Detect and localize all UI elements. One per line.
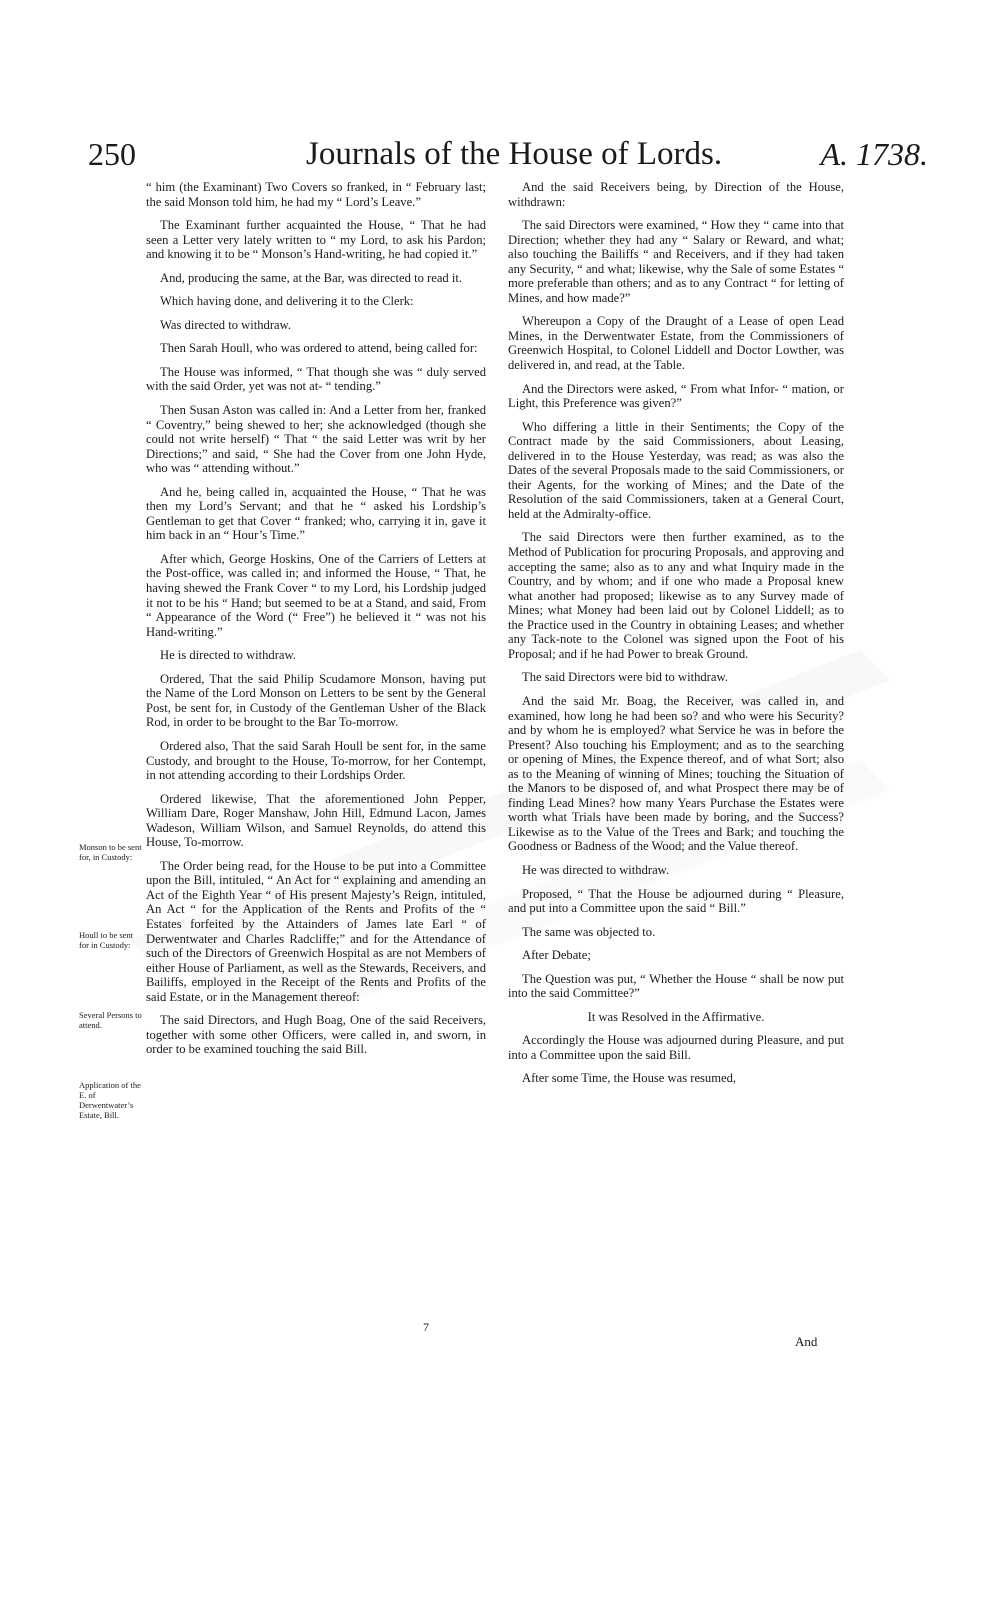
paragraph: The said Directors were then further examined, as to the Method of Publication for procuring Proposals, and approving and accepting the same; also as to any and what Inquiry made in the Country, and by whom; and if one who made a Proposal knew what another had proposed; likewise as to any Survey made of Mines; what Money had been laid out by Colonel Liddell; as to the Practice used in the Country in obtaining Leases; and whether any Tack-note to the Colonel was signed upon the Foot of his Proposal; and if he had Power to break Ground. xyxy=(508,530,844,661)
paragraph: The said Directors were examined, “ How they “ came into that Direction; whether they had any “ Salary or Reward, and what; also touching the Bailiffs “ and Receivers, and if they had taken any Security, “ and what; likewise, why the Sale of some Estates “ more preferable than others; and as to any Contract “ for letting of Mines, and how made?” xyxy=(508,218,844,305)
paragraph: And, producing the same, at the Bar, was directed to read it. xyxy=(160,270,462,285)
paragraph: He was directed to withdraw. xyxy=(522,862,670,877)
header-year: A. 1738. xyxy=(820,136,928,172)
page-number: 250 xyxy=(88,136,136,172)
catchword: And xyxy=(795,1334,818,1349)
signature-mark: 7 xyxy=(423,1320,429,1334)
paragraph: The House was informed, “ That though she was “ duly served with the said Order, yet was not at- “ tending.” xyxy=(146,364,486,394)
paragraph: Was directed to withdraw. xyxy=(160,317,292,332)
margin-note: Several Persons to attend. xyxy=(79,1010,142,1030)
running-header xyxy=(88,136,928,180)
paragraph: And the Directors were asked, “ From what Infor- “ mation, or Light, this Preference was given?” xyxy=(508,381,844,411)
left-column xyxy=(146,180,486,1066)
paragraph: Accordingly the House was adjourned during Pleasure, and put into a Committee upon the said Bill. xyxy=(508,1033,844,1062)
paragraph: After Debate; xyxy=(522,948,591,963)
paragraph: Proposed, “ That the House be adjourned during “ Pleasure, and put into a Committee upon the said “ Bill.” xyxy=(508,886,844,916)
margin-note: Houll to be sent for in Custody: xyxy=(79,930,134,950)
paragraph: The same was objected to. xyxy=(522,924,656,939)
paragraph-resolved: It was Resolved in the Affirmative. xyxy=(587,1009,765,1024)
paragraph-committee-order: The Order being read, for the House to be put into a Committee upon the Bill, intituled, “ An Act for “ explaining and amending an Act of the Eighth Year “ of His present Majesty’s Reign, intituled, An Act “ for the Application of the Rents and Profits of the “ Estates forfeited by the Attainders of James late Earl “ of Derwentwater and Charles Radcliffe;” and for the Attendance of such of the Directors of Greenwich Hospital as are not Members of either House of Parliament, as well as the Stewards, Receivers, and Bailiffs, employed in the Receipt of the Rents and Profits of the said Estate, or in the Management thereof: xyxy=(146,858,486,1004)
paragraph: He is directed to withdraw. xyxy=(160,648,296,663)
right-column xyxy=(508,180,844,1095)
paragraph: Whereupon a Copy of the Draught of a Lease of open Lead Mines, in the Derwentwater Estate, from the Commissioners of Greenwich Hospital, to Colonel Liddell and Doctor Lowther, was delivered in, and read, at the Table. xyxy=(508,314,844,373)
paragraph: And he, being called in, acquainted the House, “ That he was then my Lord’s Servant; and that he “ asked his Lordship’s Gentleman to get that Cover “ franked; who, carrying it in, gave it him back in an “ Hour’s Time.” xyxy=(146,484,486,543)
paragraph: The said Directors were bid to withdraw. xyxy=(522,670,728,685)
paragraph: After some Time, the House was resumed, xyxy=(522,1071,737,1086)
paragraph: After which, George Hoskins, One of the Carriers of Letters at the Post-office, was called in; and informed the House, “ That, he having shewed the Frank Cover “ to my Lord, his Lordship judged it not to be his “ Hand; but seemed to be at a Stand, and said, From “ Appearance of the Word (“ Free”) he believed it “ was not his Hand-writing.” xyxy=(146,551,486,639)
paragraph-ordered-persons: Ordered likewise, That the aforementioned John Pepper, William Dare, Roger Manshaw, John Hill, Edmund Lacon, James Wadeson, William Wilson, and Samuel Reynolds, do attend this House, To-morrow. xyxy=(146,791,486,850)
paragraph: “ him (the Examinant) Two Covers so franked, in “ February last; the said Monson told him, he had my “ Lord’s Leave.” xyxy=(146,180,486,209)
paragraph: The Question was put, “ Whether the House “ shall be now put into the said Committee?” xyxy=(508,971,844,1001)
paragraph: The Examinant further acquainted the House, “ That he had seen a Letter very lately written to “ my Lord, to ask his Pardon; and knowing it to be “ Monson’s Hand-writing, he had copied it.” xyxy=(146,218,486,262)
margin-note: Application of the E. of Derwentwater’s Estate, Bill. xyxy=(79,1080,141,1120)
margin-note: Monson to be sent for, in Custody: xyxy=(79,842,142,862)
paragraph-ordered-monson: Ordered, That the said Philip Scudamore Monson, having put the Name of the Lord Monson on Letters to be sent by the General Post, be sent for, in Custody of the Gentleman Usher of the Black Rod, in order to be brought to the Bar To-morrow. xyxy=(146,671,486,730)
paragraph: Who differing a little in their Sentiments; the Copy of the Contract made by the said Commissioners, about Leasing, delivered in to the House Yesterday, was read; as was also the Dates of the several Proposals made to the said Commissioners, or their Agents, for the working of Mines; and the Date of the Resolution of the said Commissioners, taken at a General Court, held at the Admiralty-office. xyxy=(508,419,844,521)
paragraph: The said Directors, and Hugh Boag, One of the said Receivers, together with some other Officers, were called in, and sworn, in order to be examined touching the said Bill. xyxy=(146,1013,486,1057)
paragraph: Then Susan Aston was called in: And a Letter from her, franked “ Coventry,” being shewed to her; she acknowledged (though she could not write herself) “ That “ the said Letter was writ by her Directions;” and said, “ She had the Cover from one John Hyde, who was “ attending without.” xyxy=(146,403,486,476)
paragraph: Then Sarah Houll, who was ordered to attend, being called for: xyxy=(160,341,478,356)
paragraph: And the said Mr. Boag, the Receiver, was called in, and examined, how long he had been so? and who were his Security? and by whom he is employed? what Service he was in before the Present? Also touching his Employment; and as to the searching or opening of Mines, the Expence thereof, and of what Sort; also as to the Meaning of winning of Mines; touching the Situation of the Manors to be disposed of, and what Prospect there may be of finding Lead Mines? how many Years Purchase the Estates were worth what Trials have been made by boring, and the Success? Likewise as to the Value of the Trees and Bark; and touching the Goodness or Badness of the Wood; and the Value thereof. xyxy=(508,693,844,854)
running-title: Journals of the House of Lords. xyxy=(306,136,723,172)
paragraph: Which having done, and delivering it to the Clerk: xyxy=(160,294,414,309)
paragraph-ordered-houll: Ordered also, That the said Sarah Houll be sent for, in the same Custody, and brought to the House, To-morrow, for her Contempt, in not attending according to their Lordships Order. xyxy=(146,738,486,783)
paragraph: And the said Receivers being, by Direction of the House, withdrawn: xyxy=(508,180,844,209)
